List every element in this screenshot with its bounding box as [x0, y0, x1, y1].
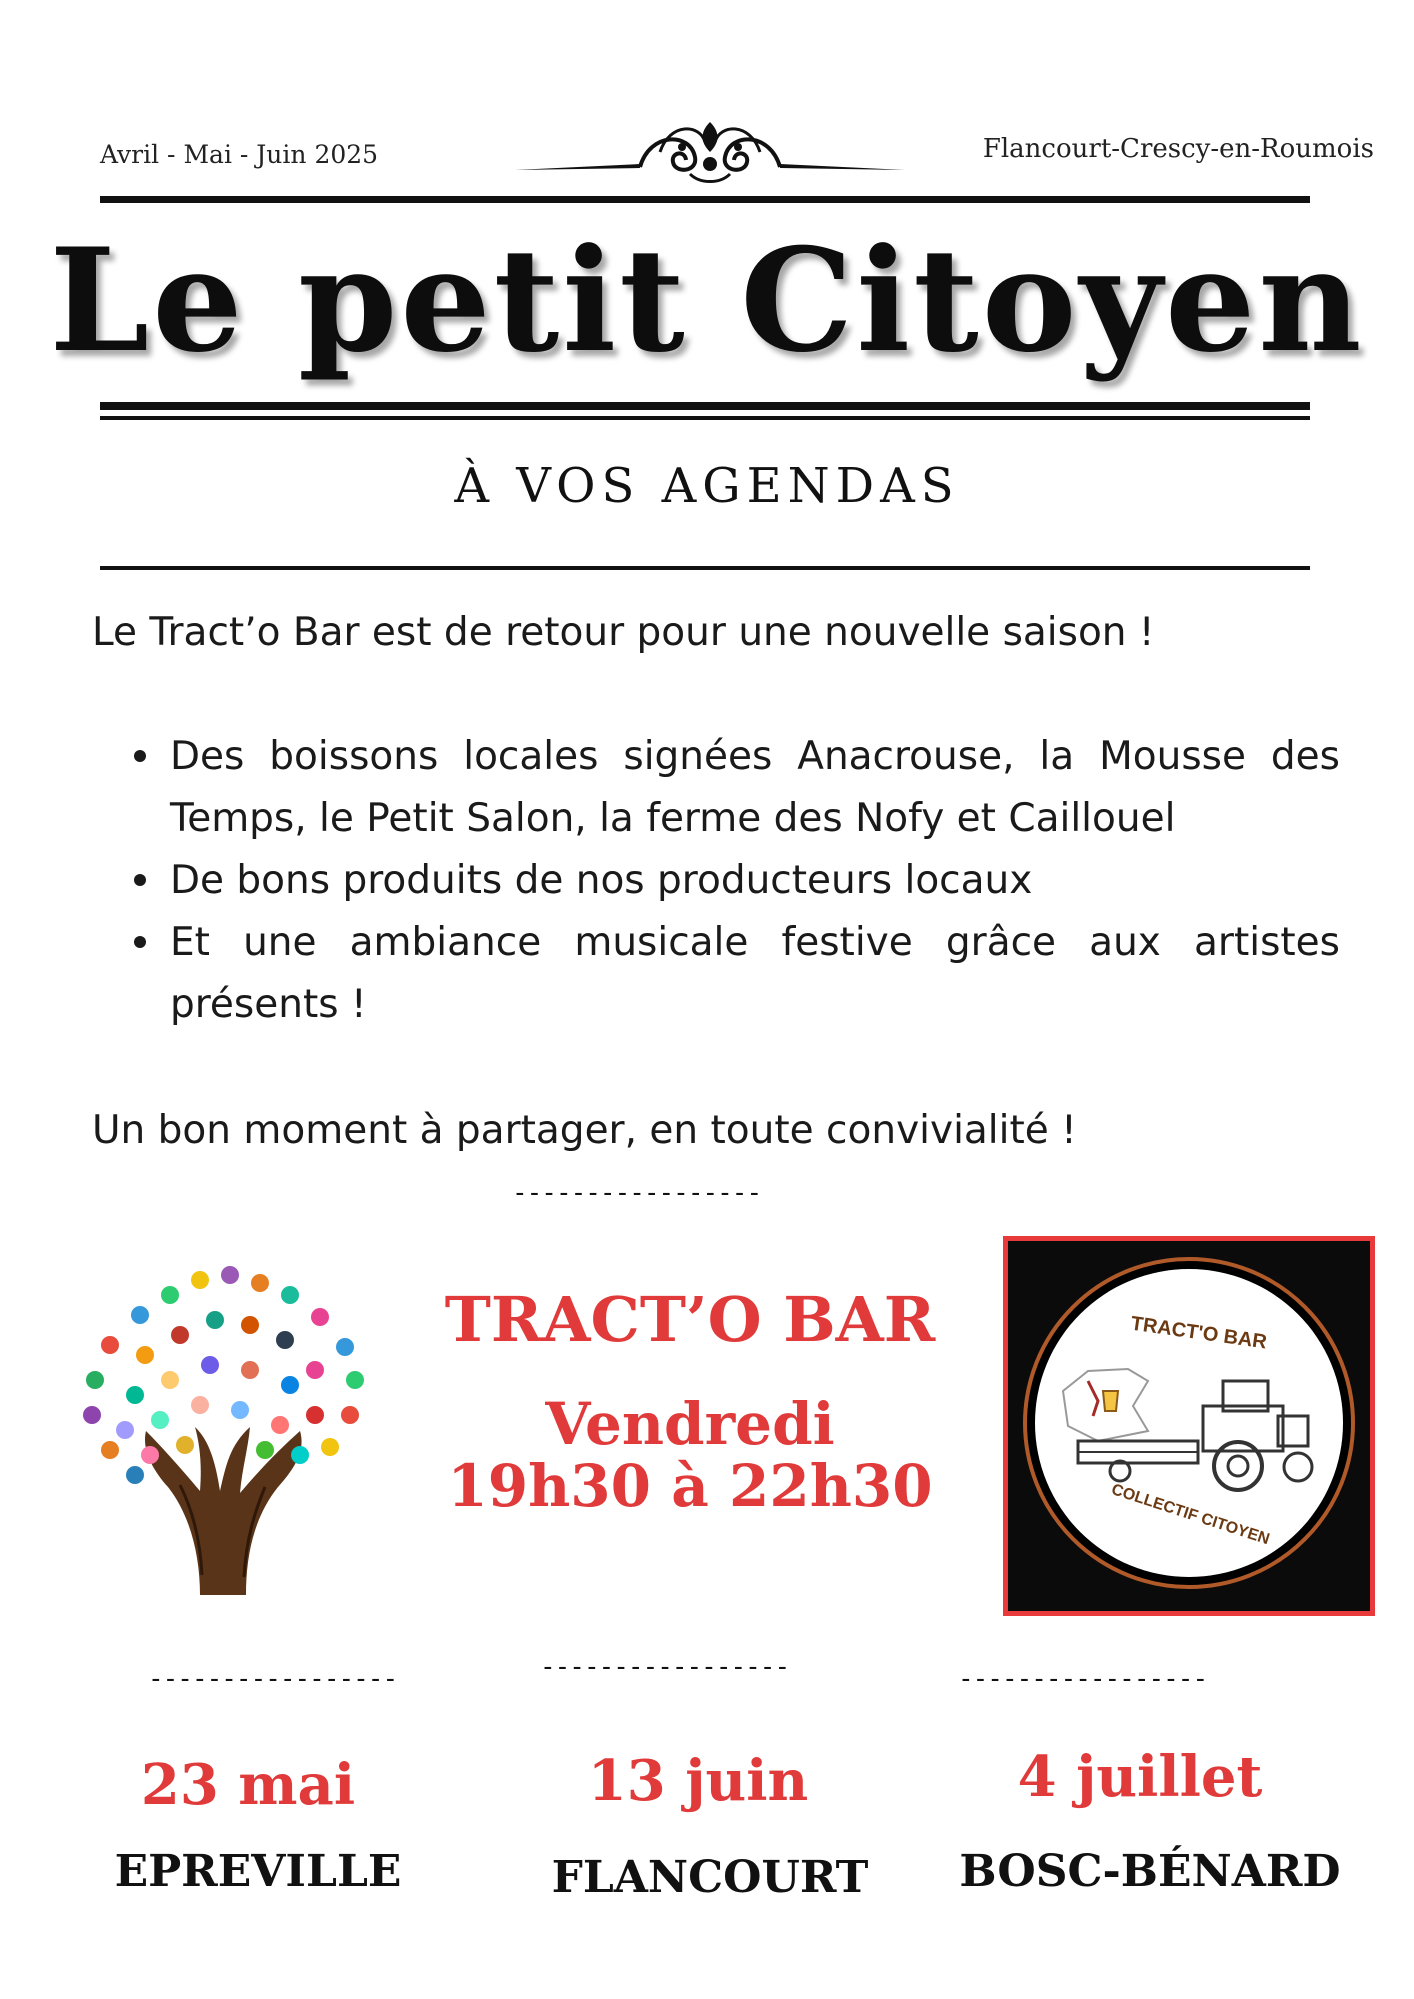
event-place: BOSC-BÉNARD: [959, 1846, 1341, 1897]
top-rule: [100, 196, 1310, 203]
event-time: 19h30 à 22h30: [447, 1452, 933, 1520]
date-separator: -----------------: [540, 1652, 790, 1682]
list-item: Et une ambiance musicale festive grâce aux artistes présents !: [120, 912, 1340, 1036]
event-date: 13 juin: [587, 1748, 809, 1814]
masthead-rule-thick: [100, 402, 1310, 410]
features-list: [120, 726, 1340, 1036]
logo-bottom-text: COLLECTIF CITOYEN: [1109, 1481, 1272, 1549]
town-name: Flancourt-Crescy-en-Roumois: [982, 134, 1374, 164]
issue-period: Avril - Mai - Juin 2025: [100, 140, 379, 169]
outro-text: Un bon moment à partager, en toute convivialité !: [92, 1108, 1077, 1153]
date-separator: -----------------: [958, 1664, 1208, 1694]
event-date: 23 mai: [140, 1752, 356, 1818]
newspaper-title: Le petit Citoyen: [49, 218, 1365, 384]
list-item: Des boissons locales signées Anacrouse, la Mousse des Temps, le Petit Salon, la ferme des Nofy et Caillouel: [120, 726, 1340, 850]
separator-dashes: -----------------: [512, 1178, 762, 1208]
hands-tree-icon: [50, 1255, 400, 1595]
section-title: À VOS AGENDAS: [454, 458, 960, 514]
list-item: De bons produits de nos producteurs locaux: [120, 850, 1340, 912]
intro-text: Le Tract’o Bar est de retour pour une nouvelle saison !: [92, 610, 1155, 655]
event-name: TRACT’O BAR: [444, 1283, 936, 1356]
event-place: FLANCOURT: [551, 1852, 869, 1903]
logo-top-text: TRACT'O BAR: [1129, 1312, 1269, 1354]
section-rule: [100, 566, 1310, 570]
flourish-ornament-icon: [510, 112, 910, 192]
masthead-rule-thin: [100, 416, 1310, 420]
event-day: Vendredi: [545, 1390, 835, 1458]
event-place: EPREVILLE: [114, 1846, 402, 1897]
tracto-bar-logo: [1003, 1236, 1375, 1616]
logo-emblem: [1008, 1241, 1370, 1611]
event-date: 4 juillet: [1017, 1744, 1263, 1810]
date-separator: -----------------: [148, 1664, 398, 1694]
